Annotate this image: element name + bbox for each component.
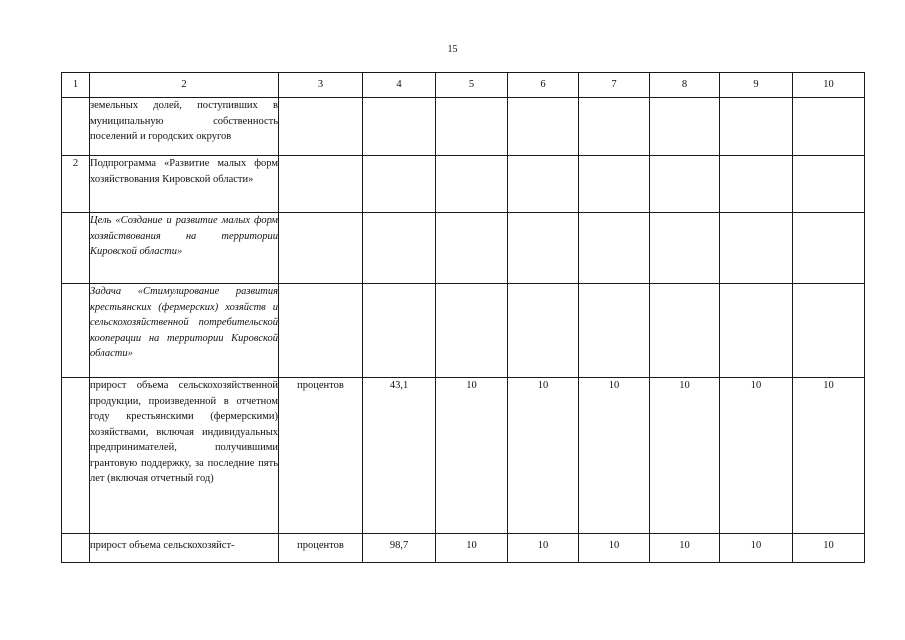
- page-number: 15: [447, 44, 458, 55]
- value-cell: [650, 284, 720, 378]
- header-cell: 6: [508, 73, 579, 98]
- header-cell: 10: [793, 73, 865, 98]
- value-cell: [508, 284, 579, 378]
- unit-cell: [279, 156, 363, 213]
- value-cell: [363, 213, 436, 284]
- value-cell: [720, 98, 793, 156]
- header-cell: 5: [436, 73, 508, 98]
- header-cell: 4: [363, 73, 436, 98]
- goal-text: Цель «Создание и развитие малых форм хозяйствования на территории Кировской области»: [90, 213, 279, 284]
- value-cell: [579, 156, 650, 213]
- row-number-cell: [62, 284, 90, 378]
- value-cell: 10: [436, 378, 508, 534]
- value-cell: [793, 156, 865, 213]
- task-text: Задача «Стимулирование развития крестьянских (фермерских) хозяйств и сельскохозяйственной потребительской кооперации на территории Кировской области»: [90, 284, 279, 378]
- value-cell: [720, 284, 793, 378]
- header-cell: 2: [90, 73, 279, 98]
- row-number-cell: [62, 534, 90, 563]
- value-cell: 10: [579, 378, 650, 534]
- value-cell: [436, 98, 508, 156]
- header-cell: 1: [62, 73, 90, 98]
- value-cell: 10: [720, 534, 793, 563]
- header-row: [62, 73, 865, 98]
- value-cell: 10: [508, 378, 579, 534]
- row-number-cell: [62, 213, 90, 284]
- value-cell: 98,7: [363, 534, 436, 563]
- value-cell: [720, 213, 793, 284]
- value-cell: [579, 284, 650, 378]
- header-cell: 9: [720, 73, 793, 98]
- value-cell: [436, 284, 508, 378]
- table-row: [62, 284, 865, 378]
- table-row: [62, 98, 865, 156]
- value-cell: [508, 98, 579, 156]
- value-cell: [650, 213, 720, 284]
- value-cell: [363, 98, 436, 156]
- indicator-description: прирост объема сельскохозяйственной продукции, произведенной в отчетном году крестьянскими (фермерскими) хозяйствами, включая индивидуальных предпринимателей, получившими грантовую поддержку, за последние пять лет (включая отчетный год): [90, 378, 279, 534]
- header-cell: 3: [279, 73, 363, 98]
- header-cell: 7: [579, 73, 650, 98]
- table-row: [62, 534, 865, 563]
- value-cell: 10: [508, 534, 579, 563]
- value-cell: 10: [650, 534, 720, 563]
- value-cell: 10: [793, 378, 865, 534]
- row-number-cell: [62, 98, 90, 156]
- table-row: [62, 156, 865, 213]
- value-cell: 10: [436, 534, 508, 563]
- unit-cell: [279, 284, 363, 378]
- value-cell: [579, 98, 650, 156]
- row-number-cell: 2: [62, 156, 90, 213]
- row-number-cell: [62, 378, 90, 534]
- value-cell: 10: [650, 378, 720, 534]
- indicators-table: [61, 72, 865, 563]
- indicator-description: земельных долей, поступивших в муниципальную собственность поселений и городских округов: [90, 98, 279, 156]
- unit-cell: [279, 98, 363, 156]
- table-row: [62, 213, 865, 284]
- value-cell: [508, 156, 579, 213]
- header-cell: 8: [650, 73, 720, 98]
- value-cell: [793, 98, 865, 156]
- value-cell: [436, 213, 508, 284]
- value-cell: [793, 213, 865, 284]
- value-cell: [436, 156, 508, 213]
- value-cell: 43,1: [363, 378, 436, 534]
- table-row: [62, 378, 865, 534]
- value-cell: [579, 213, 650, 284]
- subprogram-title: Подпрограмма «Развитие малых форм хозяйствования Кировской области»: [90, 156, 279, 213]
- value-cell: [508, 213, 579, 284]
- indicator-description: прирост объема сельскохозяйст-: [90, 534, 279, 563]
- value-cell: 10: [579, 534, 650, 563]
- value-cell: [650, 156, 720, 213]
- value-cell: 10: [793, 534, 865, 563]
- value-cell: [650, 98, 720, 156]
- value-cell: [363, 156, 436, 213]
- value-cell: 10: [720, 378, 793, 534]
- unit-cell: процентов: [279, 378, 363, 534]
- value-cell: [793, 284, 865, 378]
- value-cell: [720, 156, 793, 213]
- unit-cell: [279, 213, 363, 284]
- value-cell: [363, 284, 436, 378]
- unit-cell: процентов: [279, 534, 363, 563]
